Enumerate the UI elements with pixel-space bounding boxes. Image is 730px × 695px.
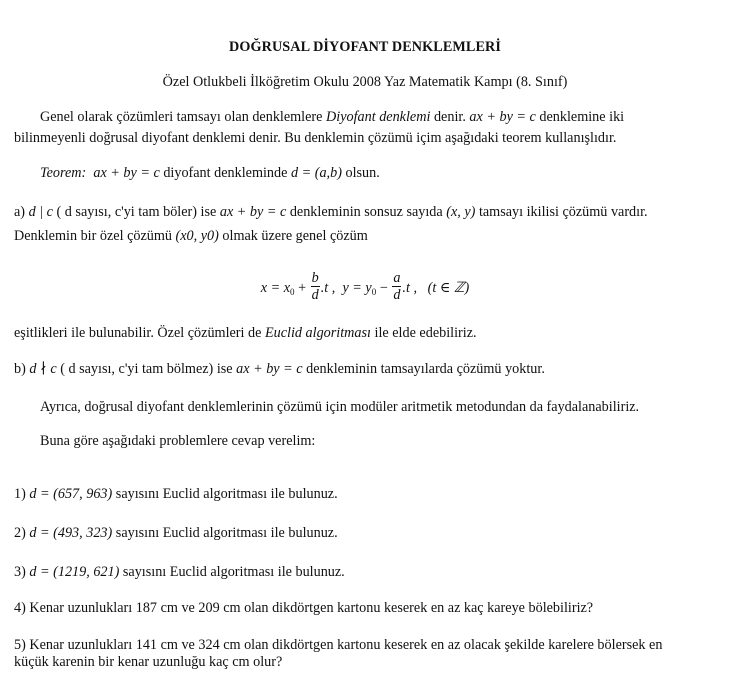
- body-text: ile elde edebiliriz.: [370, 325, 477, 341]
- problem-text: Kenar uzunlukları 141 cm ve 324 cm olan dikdörtgen kartonu keserek en az olacak şekilde karelere bölersek en: [25, 637, 663, 653]
- formula-y-lhs: y = y: [342, 279, 372, 296]
- gcd-expression: d = (1219, 621): [29, 564, 120, 580]
- fraction-b-over-d: [311, 270, 320, 303]
- theorem-text: diyofant denkleminde: [159, 165, 291, 181]
- modular-note: Ayrıca, doğrusal diyofant denklemlerinin çözümü için modüler aritmetik metodundan da faydalanabiliriz.: [40, 399, 640, 415]
- case-a-line-2: [14, 229, 368, 243]
- case-text: denkleminin sonsuz sayıda: [286, 204, 447, 220]
- theorem-line: [40, 166, 380, 180]
- equation: ax + by = c: [469, 109, 536, 125]
- theorem-label: Teorem:: [40, 165, 87, 181]
- problem-text: Kenar uzunlukları 187 cm ve 209 cm olan dikdörtgen kartonu keserek en az kaç kareye bölebiliriz?: [25, 600, 594, 616]
- case-marker: a): [14, 204, 26, 220]
- problem-number: 4): [14, 600, 26, 616]
- case-text: olmak üzere genel çözüm: [218, 228, 368, 244]
- not-divides-condition: d ∤ c: [29, 361, 57, 377]
- problem-1: [14, 487, 338, 501]
- particular-solution: (x0, y0): [175, 228, 219, 244]
- formula-x-lhs: x = x: [260, 279, 291, 296]
- numerator: a: [393, 270, 401, 286]
- diophantine-term: Diyofant denklemi: [326, 109, 431, 125]
- problem-4: [14, 601, 593, 615]
- body-text: eşitlikleri ile bulunabilir. Özel çözümleri de: [14, 325, 265, 341]
- problem-5-line-2: küçük karenin bir kenar uzunluğu kaç cm olur?: [14, 654, 283, 670]
- problem-3: [14, 565, 345, 579]
- numerator: b: [311, 270, 319, 286]
- operator: +: [294, 279, 310, 296]
- equation: ax + by = c: [236, 361, 303, 377]
- gcd-expression: d = (493, 323): [29, 525, 113, 541]
- equation: ax + by = c: [219, 204, 287, 220]
- intro-text: Genel olarak çözümleri tamsayı olan denklemlere: [40, 109, 326, 125]
- problem-5: [14, 638, 662, 652]
- problem-number: 3): [14, 564, 26, 580]
- gcd-expression: d = (a,b): [290, 165, 342, 181]
- problem-number: 1): [14, 486, 26, 502]
- condition-explanation: ( d sayısı, c'yi tam bölmez): [60, 361, 214, 377]
- intro-text: denir.: [430, 109, 470, 125]
- gcd-expression: d = (657, 963): [29, 486, 113, 502]
- case-marker: b): [14, 361, 26, 377]
- intro-line-1: [40, 110, 624, 124]
- document-title: DOĞRUSAL DİYOFANT DENKLEMLERİ: [229, 39, 501, 55]
- problem-text: sayısını Euclid algoritması ile bulunuz.: [119, 564, 345, 580]
- intro-line-2: bilinmeyenli doğrusal diyofant denklemi denir. Bu denklemin çözümü içim aşağıdaki teorem kullanışlıdır.: [14, 130, 617, 146]
- problem-2: [14, 526, 338, 540]
- formula-t: .t ,: [402, 279, 417, 296]
- integer-pair: (x, y): [446, 204, 476, 220]
- denominator: d: [393, 287, 401, 303]
- case-text: Denklemin bir özel çözümü: [14, 228, 176, 244]
- euclid-term: Euclid algoritması: [264, 325, 371, 341]
- problem-text: sayısını Euclid algoritması ile bulunuz.: [112, 525, 338, 541]
- case-text: ise: [213, 361, 237, 377]
- condition-explanation: ( d sayısı, c'yi tam böler): [56, 204, 197, 220]
- problem-text: sayısını Euclid algoritması ile bulunuz.: [112, 486, 338, 502]
- denominator: d: [311, 287, 319, 303]
- operator: −: [376, 279, 392, 296]
- domain-expression: (t ∈ ℤ): [427, 279, 470, 296]
- equation: ax + by = c: [93, 165, 160, 181]
- case-a-line-1: [14, 205, 648, 219]
- subscript: 0: [290, 286, 295, 297]
- case-text: tamsayı ikilisi çözümü vardır.: [475, 204, 648, 220]
- fraction-a-over-d: [392, 270, 401, 303]
- document-subtitle: Özel Otlukbeli İlköğretim Okulu 2008 Yaz Matematik Kampı (8. Sınıf): [162, 74, 568, 90]
- general-solution-formula: [0, 272, 730, 305]
- case-text: denkleminin tamsayılarda çözümü yoktur.: [302, 361, 545, 377]
- subscript: 0: [371, 286, 377, 297]
- problem-number: 2): [14, 525, 26, 541]
- case-b-line: [14, 362, 545, 376]
- formula-t: .t ,: [320, 279, 336, 296]
- case-text: ise: [196, 204, 220, 220]
- problem-number: 5): [14, 637, 26, 653]
- divides-condition: d | c: [28, 204, 53, 220]
- problems-prompt: Buna göre aşağıdaki problemlere cevap verelim:: [40, 433, 316, 449]
- intro-text: denklemine iki: [535, 109, 625, 125]
- theorem-text: olsun.: [341, 165, 380, 181]
- after-formula-line: [14, 326, 477, 340]
